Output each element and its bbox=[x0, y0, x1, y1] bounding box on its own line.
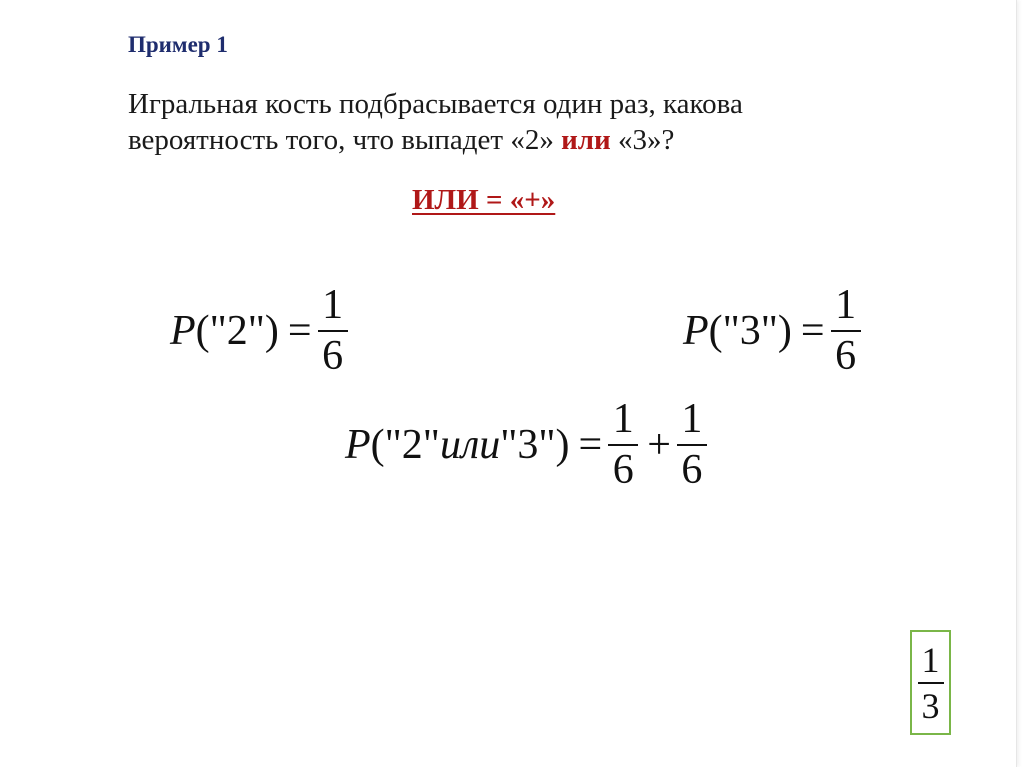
fraction-numerator: 1 bbox=[681, 396, 703, 442]
fraction-denominator: 6 bbox=[835, 333, 857, 379]
problem-statement bbox=[128, 86, 743, 158]
or-word: или bbox=[439, 421, 501, 468]
fraction-bar bbox=[318, 330, 348, 332]
example-title: Пример 1 bbox=[128, 32, 228, 57]
fraction-first bbox=[608, 397, 638, 492]
prob-symbol: P bbox=[345, 421, 371, 468]
fraction bbox=[318, 283, 348, 378]
or-plus-rule: ИЛИ = «+» bbox=[412, 184, 556, 216]
event-arg: ("2") bbox=[195, 307, 279, 354]
fraction-numerator: 1 bbox=[612, 396, 634, 442]
equals-sign: = bbox=[287, 307, 312, 354]
fraction-denominator: 6 bbox=[322, 333, 344, 379]
fraction-numerator: 1 bbox=[835, 282, 857, 328]
fraction-bar bbox=[677, 444, 707, 446]
answer-fraction-bar bbox=[918, 682, 944, 684]
fraction-bar bbox=[608, 444, 638, 446]
prob-symbol: P bbox=[170, 307, 196, 354]
answer-numerator: 1 bbox=[921, 639, 940, 680]
fraction-numerator: 1 bbox=[322, 282, 344, 328]
plus-sign: + bbox=[647, 421, 671, 468]
equation-p2-or-p3 bbox=[345, 397, 707, 492]
fraction-bar bbox=[831, 330, 861, 332]
answer-box bbox=[910, 630, 951, 735]
equals-sign: = bbox=[800, 307, 825, 354]
event-close: "3") bbox=[500, 421, 570, 468]
problem-line-1: Игральная кость подбрасывается один раз, какова bbox=[128, 88, 743, 120]
problem-line-2 bbox=[128, 122, 743, 158]
event-open: ("2" bbox=[370, 421, 440, 468]
fraction bbox=[831, 283, 861, 378]
equation-p2 bbox=[170, 283, 348, 378]
event-arg: ("3") bbox=[708, 307, 792, 354]
fraction-denominator: 6 bbox=[681, 447, 703, 493]
prob-symbol: P bbox=[683, 307, 709, 354]
equation-p3 bbox=[683, 283, 861, 378]
answer-denominator: 3 bbox=[921, 685, 940, 726]
problem-line-2-start: вероятность того, что выпадет «2» bbox=[128, 124, 562, 156]
fraction-denominator: 6 bbox=[612, 447, 634, 493]
or-highlight: или bbox=[561, 124, 611, 156]
fraction-second bbox=[677, 397, 707, 492]
equals-sign: = bbox=[578, 421, 603, 468]
problem-line-2-end: «3»? bbox=[610, 124, 675, 156]
